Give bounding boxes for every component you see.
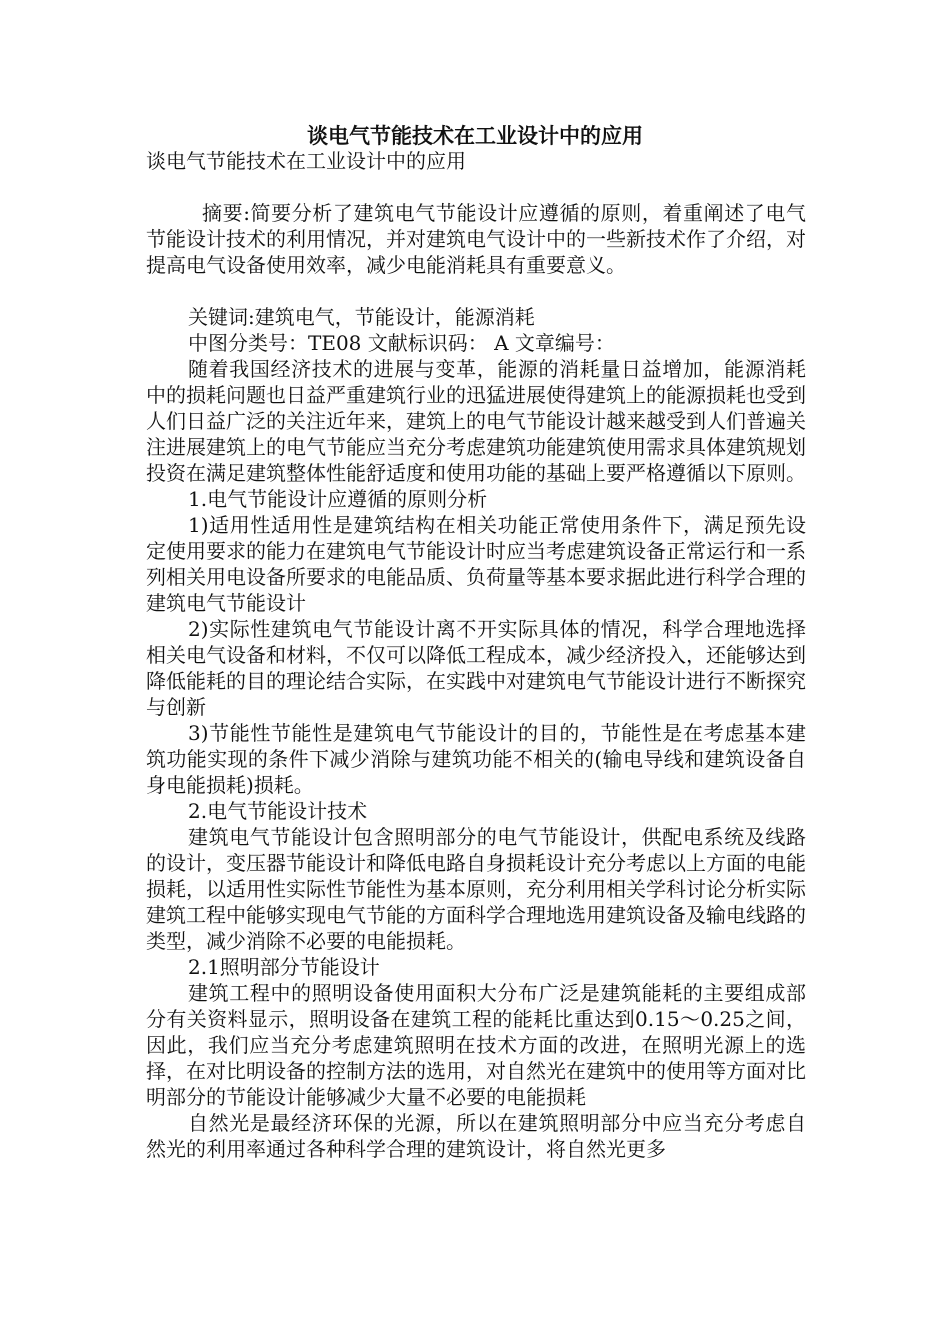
classification-line: 中图分类号：TE08 文献标识码： A 文章编号：: [188, 331, 615, 355]
body-paragraph: 1)适用性适用性是建筑结构在相关功能正常使用条件下，满足预先设定使用要求的能力在建筑电气节能设计时应当考虑建筑设备正常运行和一系列相关用电设备所要求的电能品质、负荷量等基本要求据此进行科学合理的建筑电气节能设计: [146, 513, 806, 615]
keywords-line: 关键词:建筑电气，节能设计，能源消耗: [188, 305, 535, 329]
document-body: [146, 148, 806, 1162]
document-subtitle: 谈电气节能技术在工业设计中的应用: [146, 149, 466, 173]
subsection-heading: 2.1照明部分节能设计: [188, 955, 380, 979]
body-paragraph: 3)节能性节能性是建筑电气节能设计的目的，节能性是在考虑基本建筑功能实现的条件下减少消除与建筑功能不相关的(输电导线和建筑设备自身电能损耗)损耗。: [146, 721, 806, 797]
document-title: 谈电气节能技术在工业设计中的应用: [307, 124, 643, 148]
body-paragraph: 自然光是最经济环保的光源，所以在建筑照明部分中应当充分考虑自然光的利用率通过各种科学合理的建筑设计，将自然光更多: [146, 1111, 806, 1161]
section-heading: 1.电气节能设计应遵循的原则分析: [188, 487, 488, 511]
body-paragraph: 建筑电气节能设计包含照明部分的电气节能设计，供配电系统及线路的设计，变压器节能设计和降低电路自身损耗设计充分考虑以上方面的电能损耗，以适用性实际性节能性为基本原则，充分利用相关学科讨论分析实际建筑工程中能够实现电气节能的方面科学合理地选用建筑设备及输电线路的类型，减少消除不必要的电能损耗。: [146, 825, 806, 953]
body-paragraph: 2)实际性建筑电气节能设计离不开实际具体的情况，科学合理地选择相关电气设备和材料，不仅可以降低工程成本，减少经济投入，还能够达到降低能耗的目的理论结合实际，在实践中对建筑电气节能设计进行不断探究与创新: [146, 617, 806, 719]
section-heading: 2.电气节能设计技术: [188, 799, 368, 823]
spacer: [146, 174, 806, 200]
spacer: [146, 278, 806, 304]
body-paragraph: 随着我国经济技术的进展与变革，能源的消耗量日益增加，能源消耗中的损耗问题也日益严重建筑行业的迅猛进展使得建筑上的能源损耗也受到人们日益广泛的关注近年来，建筑上的电气节能设计越来越受到人们普遍关注进展建筑上的电气节能应当充分考虑建筑功能建筑使用需求具体建筑规划投资在满足建筑整体性能舒适度和使用功能的基础上要严格遵循以下原则。: [146, 357, 806, 485]
body-paragraph: 建筑工程中的照明设备使用面积大分布广泛是建筑能耗的主要组成部分有关资料显示，照明设备在建筑工程的能耗比重达到0.15～0.25之间，因此，我们应当充分考虑建筑照明在技术方面的改进，在照明光源上的选择，在对比明设备的控制方法的选用，对自然光在建筑中的使用等方面对比明部分的节能设计能够减少大量不必要的电能损耗: [146, 981, 806, 1109]
abstract-paragraph: 摘要:简要分析了建筑电气节能设计应遵循的原则，着重阐述了电气节能设计技术的利用情况，并对建筑电气设计中的一些新技术作了介绍，对提高电气设备使用效率，减少电能消耗具有重要意义。: [146, 201, 806, 277]
